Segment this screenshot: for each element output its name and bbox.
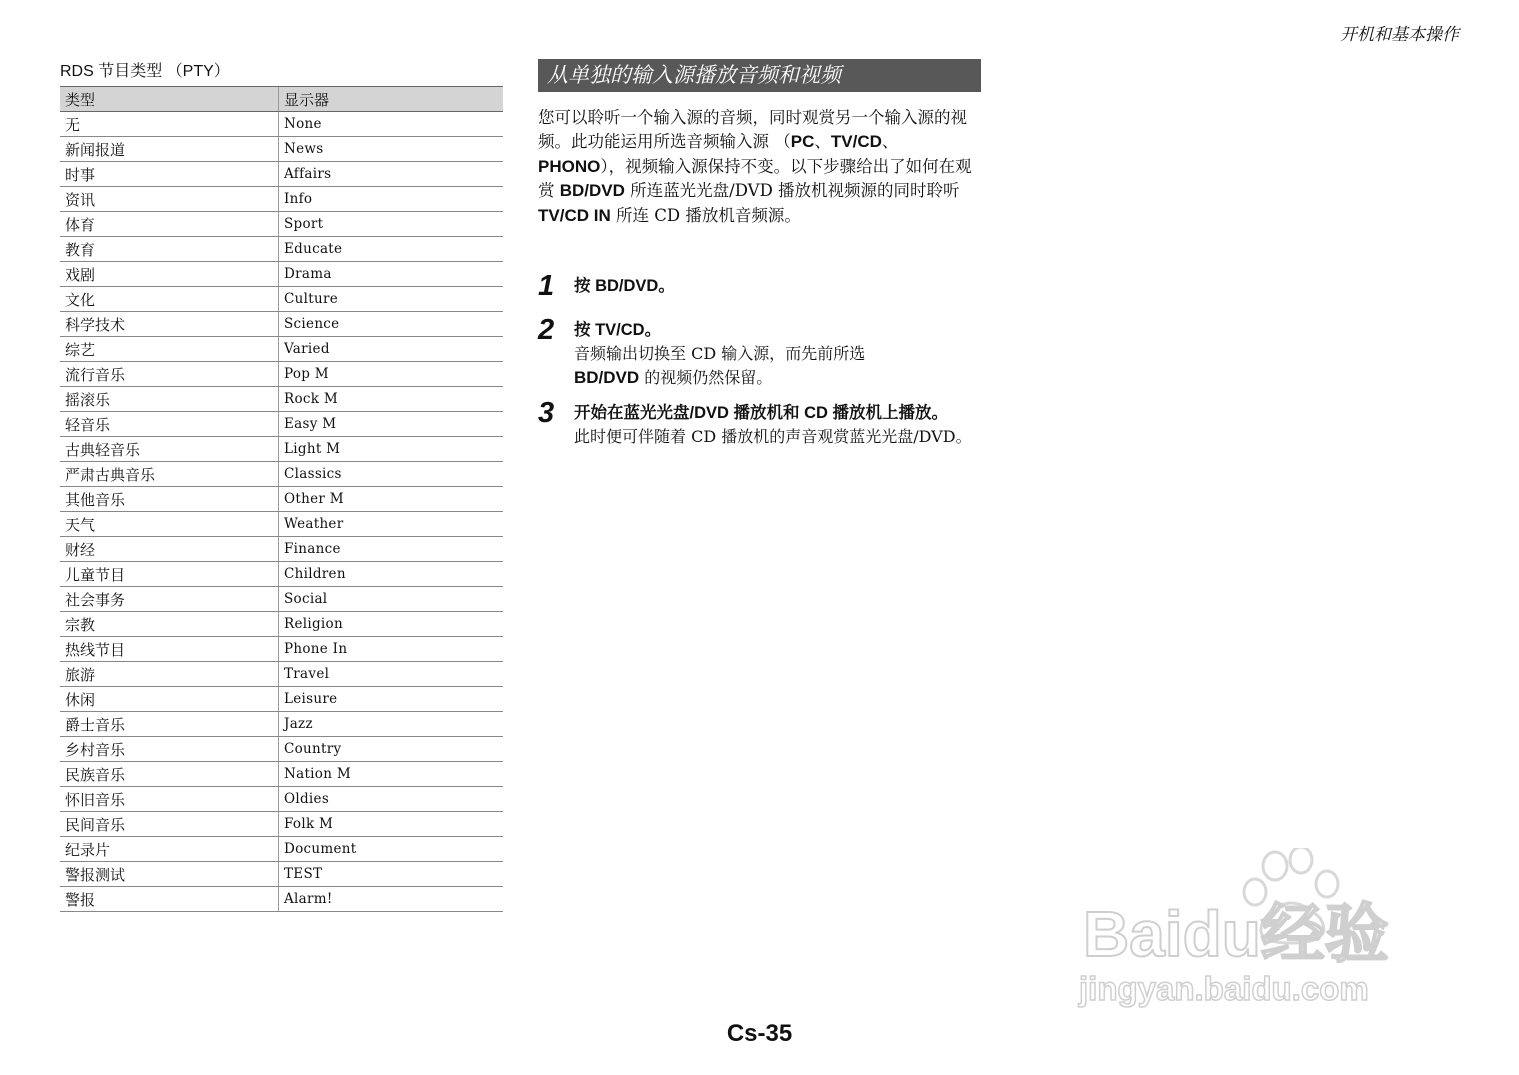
pty-display-cell: Rock M	[279, 387, 504, 412]
pty-table-body	[60, 112, 503, 912]
table-row	[60, 412, 503, 437]
pty-type-cell: 热线节目	[60, 637, 279, 662]
table-row	[60, 862, 503, 887]
step-2	[538, 314, 986, 390]
pty-type-cell: 休闲	[60, 687, 279, 712]
pty-display-cell: Document	[279, 837, 504, 862]
pty-table-title: RDS 节目类型 （PTY）	[60, 63, 230, 80]
pty-display-cell: Other M	[279, 487, 504, 512]
step-instruction: 开始在蓝光光盘/DVD 播放机和 CD 播放机上播放。	[574, 404, 949, 422]
pty-type-cell: 综艺	[60, 337, 279, 362]
intro-paragraph	[538, 106, 986, 228]
pty-type-cell: 科学技术	[60, 312, 279, 337]
pty-type-cell: 流行音乐	[60, 362, 279, 387]
pty-display-cell: Folk M	[279, 812, 504, 837]
intro-separator: 、	[814, 132, 831, 152]
pty-display-cell: Easy M	[279, 412, 504, 437]
table-row	[60, 737, 503, 762]
pty-table	[60, 86, 503, 912]
step-desc-text: 音频输出切换至 CD 输入源，而先前所选	[574, 344, 866, 363]
table-row	[60, 362, 503, 387]
step-desc-keyword: BD/DVD	[574, 368, 640, 387]
pty-type-cell: 民族音乐	[60, 762, 279, 787]
pty-display-cell: Culture	[279, 287, 504, 312]
pty-type-cell: 新闻报道	[60, 137, 279, 162]
table-row	[60, 612, 503, 637]
watermark-url: jingyan.baidu.com	[1079, 970, 1369, 1007]
pty-type-cell: 民间音乐	[60, 812, 279, 837]
keyword-tvcd-in: TV/CD IN	[538, 205, 611, 225]
table-row	[60, 712, 503, 737]
pty-type-cell: 社会事务	[60, 587, 279, 612]
chapter-title: 开机和基本操作	[1340, 25, 1459, 45]
pty-type-cell: 体育	[60, 212, 279, 237]
pty-display-cell: Light M	[279, 437, 504, 462]
step-instruction	[574, 274, 986, 298]
table-row	[60, 537, 503, 562]
pty-display-cell: Varied	[279, 337, 504, 362]
table-row	[60, 687, 503, 712]
table-row	[60, 162, 503, 187]
pty-display-cell: Science	[279, 312, 504, 337]
step-desc-text: 的视频仍然保留。	[639, 368, 773, 387]
table-row	[60, 212, 503, 237]
pty-type-cell: 资讯	[60, 187, 279, 212]
intro-text: 所连 CD 播放机音频源。	[610, 205, 801, 225]
table-row	[60, 387, 503, 412]
table-row	[60, 337, 503, 362]
pty-type-cell: 严肃古典音乐	[60, 462, 279, 487]
pty-type-cell: 天气	[60, 512, 279, 537]
column-header-display: 显示器	[279, 87, 504, 112]
step-instruction	[574, 318, 986, 342]
pty-type-cell: 爵士音乐	[60, 712, 279, 737]
pty-display-cell: Sport	[279, 212, 504, 237]
pty-type-cell: 警报测试	[60, 862, 279, 887]
table-row	[60, 512, 503, 537]
table-row	[60, 562, 503, 587]
pty-display-cell: Country	[279, 737, 504, 762]
table-row	[60, 237, 503, 262]
step-suffix: 。	[644, 321, 662, 339]
pty-display-cell: None	[279, 112, 504, 137]
pty-type-cell: 怀旧音乐	[60, 787, 279, 812]
pty-display-cell: Children	[279, 562, 504, 587]
pty-type-cell: 教育	[60, 237, 279, 262]
pty-type-cell: 财经	[60, 537, 279, 562]
intro-text: 所连蓝光光盘/DVD 播放机视频源的同时聆听	[624, 181, 960, 201]
pty-type-cell: 旅游	[60, 662, 279, 687]
intro-text: ），视频输入源保持不变。以下步骤给出了如何在观赏	[538, 156, 972, 201]
step-number: 1	[538, 270, 555, 302]
section-heading: 从单独的输入源播放音频和视频	[538, 59, 981, 92]
step-prefix: 按	[574, 321, 596, 339]
pty-display-cell: Pop M	[279, 362, 504, 387]
pty-table-header-row	[60, 87, 503, 112]
table-row	[60, 812, 503, 837]
pty-type-cell: 古典轻音乐	[60, 437, 279, 462]
step-keyword: TV/CD	[595, 321, 645, 339]
table-row	[60, 462, 503, 487]
pty-display-cell: Finance	[279, 537, 504, 562]
pty-display-cell: Educate	[279, 237, 504, 262]
pty-type-cell: 轻音乐	[60, 412, 279, 437]
pty-display-cell: Jazz	[279, 712, 504, 737]
pty-display-cell: Oldies	[279, 787, 504, 812]
column-header-type: 类型	[60, 87, 279, 112]
table-row	[60, 487, 503, 512]
pty-type-cell: 无	[60, 112, 279, 137]
pty-type-cell: 乡村音乐	[60, 737, 279, 762]
table-row	[60, 762, 503, 787]
step-prefix: 按	[574, 277, 596, 295]
keyword-pc: PC	[790, 132, 815, 152]
baidu-watermark	[1075, 848, 1435, 1018]
pty-type-cell: 其他音乐	[60, 487, 279, 512]
pty-display-cell: Affairs	[279, 162, 504, 187]
step-description: 此时便可伴随着 CD 播放机的声音观赏蓝光光盘/DVD。	[574, 427, 972, 446]
step-description	[574, 342, 986, 390]
step-number: 3	[538, 397, 555, 429]
table-row	[60, 637, 503, 662]
table-row	[60, 312, 503, 337]
pty-type-cell: 摇滚乐	[60, 387, 279, 412]
table-row	[60, 787, 503, 812]
step-suffix: 。	[658, 277, 675, 295]
table-row	[60, 187, 503, 212]
pty-display-cell: Weather	[279, 512, 504, 537]
keyword-tvcd: TV/CD	[830, 132, 882, 152]
table-row	[60, 662, 503, 687]
table-row	[60, 887, 503, 912]
pty-display-cell: TEST	[279, 862, 504, 887]
pty-display-cell: Info	[279, 187, 504, 212]
pty-display-cell: News	[279, 137, 504, 162]
keyword-phono: PHONO	[538, 156, 601, 176]
table-row	[60, 262, 503, 287]
pty-type-cell: 戏剧	[60, 262, 279, 287]
intro-text: 您可以聆听一个输入源的音频，同时观赏另一个输入源的视频。此功能运用所选音频输入源 （	[538, 108, 967, 152]
pty-display-cell: Nation M	[279, 762, 504, 787]
pty-type-cell: 文化	[60, 287, 279, 312]
table-row	[60, 112, 503, 137]
page-number: Cs-35	[726, 1020, 793, 1047]
table-row	[60, 837, 503, 862]
intro-separator: 、	[881, 132, 899, 152]
step-number: 2	[538, 314, 555, 346]
table-row	[60, 287, 503, 312]
pty-display-cell: Phone In	[279, 637, 504, 662]
step-3	[538, 397, 986, 449]
pty-display-cell: Travel	[279, 662, 504, 687]
pty-display-cell: Social	[279, 587, 504, 612]
pty-display-cell: Leisure	[279, 687, 504, 712]
step-1	[538, 270, 986, 302]
step-keyword: BD/DVD	[595, 277, 659, 295]
table-row	[60, 437, 503, 462]
table-row	[60, 137, 503, 162]
table-row	[60, 587, 503, 612]
pty-display-cell: Alarm!	[279, 887, 504, 912]
pty-type-cell: 儿童节目	[60, 562, 279, 587]
keyword-bddvd: BD/DVD	[559, 181, 625, 201]
pty-type-cell: 警报	[60, 887, 279, 912]
pty-display-cell: Drama	[279, 262, 504, 287]
pty-type-cell: 纪录片	[60, 837, 279, 862]
pty-type-cell: 时事	[60, 162, 279, 187]
watermark-brand: Baidu经验	[1083, 898, 1389, 970]
pty-type-cell: 宗教	[60, 612, 279, 637]
pty-display-cell: Classics	[279, 462, 504, 487]
pty-display-cell: Religion	[279, 612, 504, 637]
